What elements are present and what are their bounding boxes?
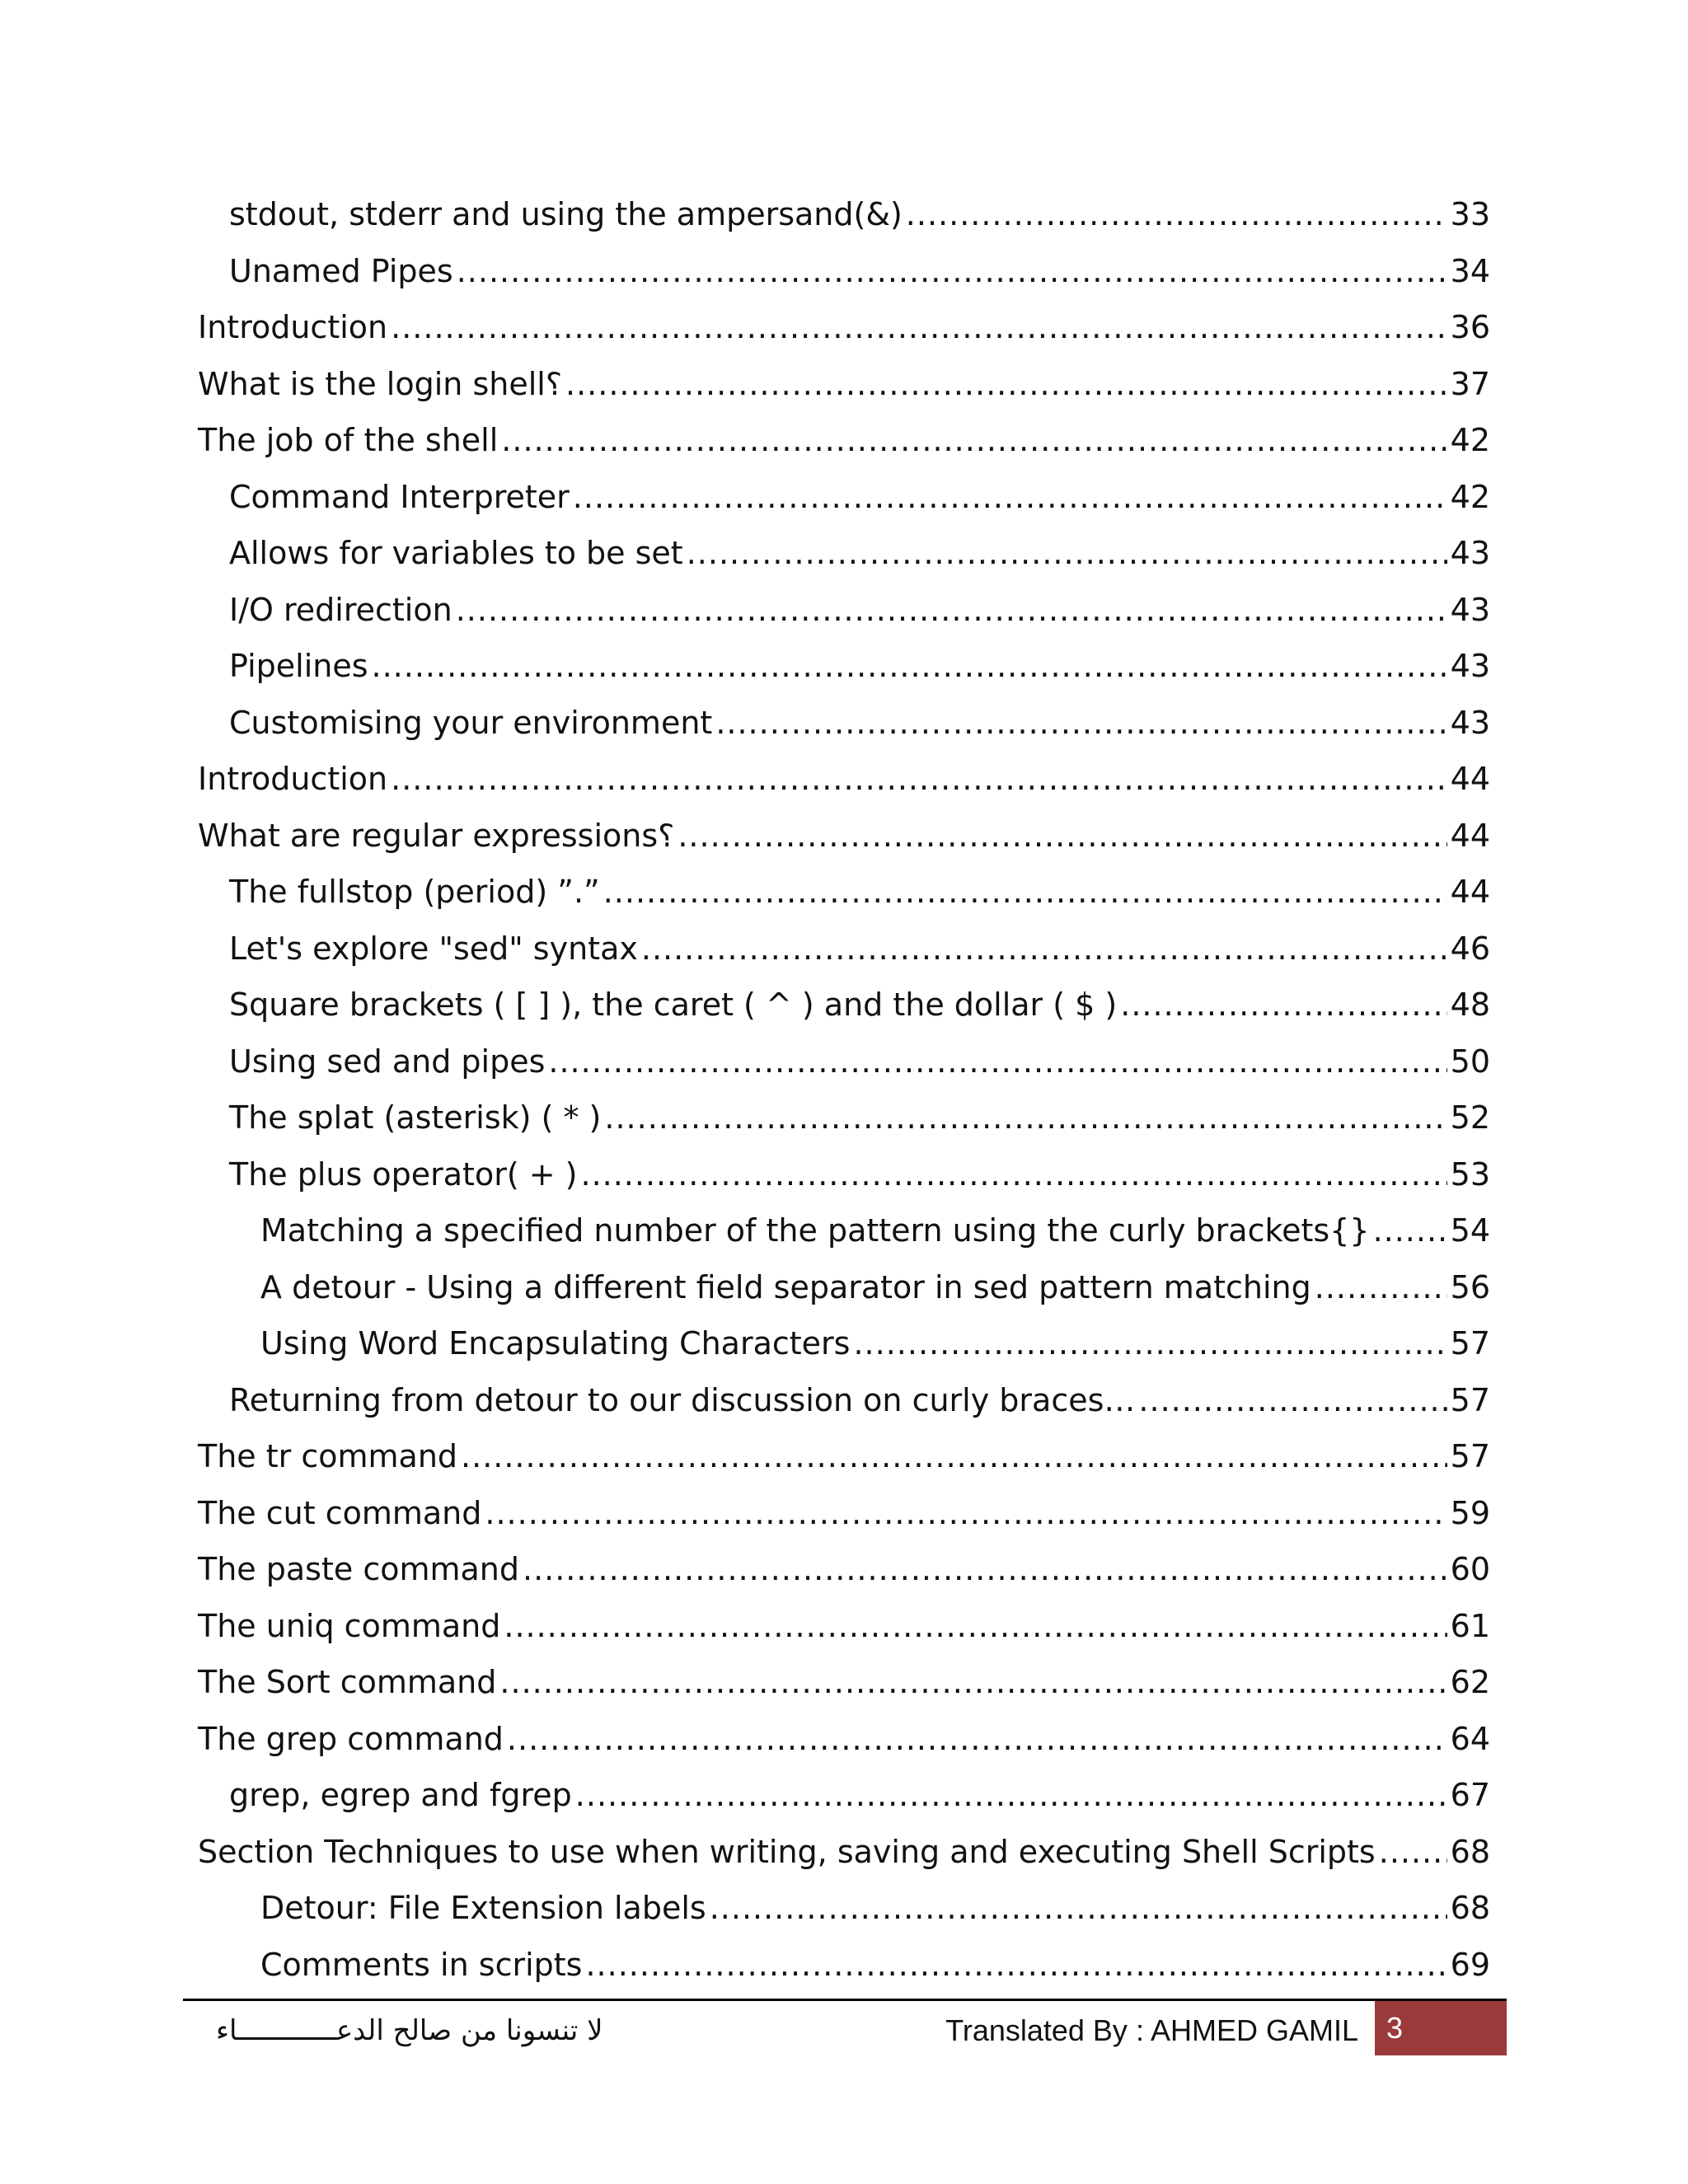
toc-entry-page-number: 44 [1450, 761, 1490, 797]
toc-entry-page-number: 57 [1450, 1438, 1490, 1474]
toc-entry-page-number: 43 [1450, 591, 1490, 628]
toc-dot-leader [906, 186, 1447, 243]
toc-dot-leader [456, 582, 1447, 639]
toc-entry-page-number: 33 [1450, 196, 1490, 232]
toc-entry-page-number: 43 [1450, 535, 1490, 571]
toc-entry-page-number: 52 [1450, 1099, 1490, 1136]
toc-entry-title: Pipelines [229, 648, 368, 684]
toc-entry-page-number: 69 [1450, 1946, 1490, 1983]
toc-entry-title: Returning from detour to our discussion on curly braces… [229, 1381, 1136, 1418]
toc-entry-page-number: 44 [1450, 817, 1490, 854]
toc-dot-leader [501, 412, 1447, 469]
toc-entry[interactable] [198, 1541, 1490, 1598]
toc-entry-title: The plus operator( + ) [229, 1155, 578, 1193]
toc-entry[interactable] [198, 1654, 1490, 1711]
toc-entry-page-number: 56 [1450, 1268, 1490, 1305]
toc-entry-page-number: 36 [1450, 309, 1490, 345]
toc-entry-page-number: 44 [1450, 874, 1490, 910]
footer-arabic-dua: لا تنسونا من صالح الدعــــــــــــاء [216, 2014, 603, 2047]
toc-dot-leader [523, 1541, 1447, 1598]
toc-dot-leader [485, 1485, 1447, 1542]
toc-entry-title: The splat (asterisk) ( * ) [229, 1099, 602, 1136]
toc-entry[interactable] [198, 1090, 1490, 1146]
toc-entry[interactable] [198, 1937, 1490, 1994]
toc-entry[interactable] [198, 864, 1490, 921]
toc-dot-leader [1373, 1202, 1447, 1259]
toc-entry-title: I/O redirection [229, 591, 452, 628]
toc-entry[interactable] [198, 1146, 1490, 1203]
page-number: 3 [1386, 2011, 1404, 2045]
toc-entry-title: Using sed and pipes [229, 1043, 546, 1080]
toc-entry-title: The grep command [198, 1720, 504, 1757]
toc-entry-title: Square brackets ( [ ] ), the caret ( ^ ) and the dollar ( $ ) [229, 987, 1118, 1023]
toc-entry-page-number: 34 [1450, 252, 1490, 289]
toc-entry[interactable] [198, 582, 1490, 639]
toc-entry-title: Let's explore "sed" syntax [229, 930, 638, 967]
toc-entry[interactable] [198, 1711, 1490, 1768]
toc-dot-leader [575, 1767, 1447, 1824]
toc-entry-page-number: 50 [1450, 1043, 1490, 1080]
toc-entry[interactable] [198, 299, 1490, 356]
toc-entry-page-number: 37 [1450, 365, 1490, 402]
toc-entry-page-number: 61 [1450, 1607, 1490, 1644]
toc-entry-page-number: 60 [1450, 1551, 1490, 1587]
toc-entry-title: Allows for variables to be set [229, 535, 683, 571]
toc-entry-page-number: 68 [1450, 1890, 1490, 1926]
toc-entry[interactable] [198, 1767, 1490, 1824]
toc-entry-page-number: 68 [1450, 1833, 1490, 1870]
toc-entry-page-number: 67 [1450, 1777, 1490, 1813]
toc-dot-leader [548, 1033, 1447, 1090]
toc-entry-page-number: 42 [1450, 478, 1490, 515]
toc-entry[interactable] [198, 808, 1490, 865]
toc-entry-title: A detour - Using a different field separator in sed pattern matching [260, 1268, 1311, 1305]
table-of-contents [198, 186, 1490, 1993]
toc-dot-leader [678, 808, 1447, 865]
toc-dot-leader [853, 1315, 1447, 1372]
toc-dot-leader [457, 243, 1447, 300]
page-number-badge [1375, 2001, 1507, 2055]
toc-entry[interactable] [198, 1259, 1490, 1316]
toc-entry-page-number: 48 [1450, 987, 1490, 1023]
toc-entry[interactable] [198, 412, 1490, 469]
toc-dot-leader [504, 1598, 1447, 1655]
toc-entry-title: The cut command [198, 1494, 482, 1531]
toc-entry[interactable] [198, 921, 1490, 977]
footer-divider [183, 1999, 1507, 2001]
toc-dot-leader [1315, 1259, 1447, 1316]
toc-entry-title: stdout, stderr and using the ampersand(&) [229, 196, 903, 232]
toc-dot-leader [687, 525, 1447, 582]
toc-dot-leader [565, 356, 1447, 413]
toc-entry[interactable] [198, 1315, 1490, 1372]
toc-dot-leader [603, 864, 1447, 921]
toc-entry-title: Unamed Pipes [229, 252, 453, 289]
toc-entry[interactable] [198, 1428, 1490, 1485]
toc-dot-leader [499, 1654, 1447, 1711]
toc-entry-page-number: 57 [1450, 1381, 1490, 1418]
toc-entry[interactable] [198, 469, 1490, 526]
toc-dot-leader [580, 1146, 1447, 1203]
toc-dot-leader [1120, 977, 1447, 1033]
toc-dot-leader [573, 469, 1447, 526]
toc-dot-leader [391, 751, 1447, 808]
toc-dot-leader [461, 1428, 1447, 1485]
toc-entry-page-number: 46 [1450, 930, 1490, 967]
toc-entry[interactable] [198, 695, 1490, 752]
toc-entry-page-number: 59 [1450, 1494, 1490, 1531]
toc-entry-title: Matching a specified number of the pattern using the curly brackets{} [260, 1212, 1370, 1249]
toc-entry-page-number: 42 [1450, 422, 1490, 458]
toc-entry-title: Section Techniques to use when writing, saving and executing Shell Scripts [198, 1833, 1376, 1870]
toc-entry-page-number: 43 [1450, 704, 1490, 741]
toc-entry-title: The job of the shell [198, 422, 499, 458]
toc-entry-title: The uniq command [198, 1607, 501, 1644]
toc-dot-leader [391, 299, 1447, 356]
toc-dot-leader [641, 921, 1447, 977]
toc-entry[interactable] [198, 1824, 1490, 1881]
toc-entry-title: The tr command [198, 1438, 458, 1474]
toc-entry-page-number: 62 [1450, 1664, 1490, 1700]
toc-entry-title: The Sort command [198, 1664, 497, 1700]
toc-entry[interactable] [198, 977, 1490, 1033]
toc-entry-title: Introduction [198, 309, 388, 345]
toc-entry[interactable] [198, 243, 1490, 300]
toc-entry-page-number: 53 [1450, 1155, 1490, 1193]
toc-entry-title: Detour: File Extension labels [260, 1890, 706, 1926]
toc-entry[interactable] [198, 1033, 1490, 1090]
toc-entry-title: What is the login shell؟ [198, 365, 562, 402]
toc-dot-leader [507, 1711, 1447, 1768]
toc-dot-leader [1138, 1372, 1447, 1429]
toc-entry-page-number: 43 [1450, 648, 1490, 684]
toc-entry-title: grep, egrep and fgrep [229, 1777, 572, 1813]
toc-entry-title: The fullstop (period) ”.” [229, 874, 600, 910]
toc-entry[interactable] [198, 751, 1490, 808]
toc-entry[interactable] [198, 1485, 1490, 1542]
toc-entry-title: What are regular expressions؟ [198, 817, 675, 854]
toc-entry[interactable] [198, 356, 1490, 413]
toc-entry[interactable] [198, 1202, 1490, 1259]
toc-dot-leader [604, 1090, 1447, 1146]
toc-entry-page-number: 57 [1450, 1325, 1490, 1361]
toc-entry[interactable] [198, 1372, 1490, 1429]
toc-entry-title: Customising your environment [229, 704, 713, 741]
toc-entry[interactable] [198, 1880, 1490, 1937]
toc-entry-title: Comments in scripts [260, 1946, 583, 1983]
toc-entry-title: Command Interpreter [229, 478, 570, 515]
toc-entry[interactable] [198, 525, 1490, 582]
toc-entry-title: Introduction [198, 761, 388, 797]
toc-entry[interactable] [198, 638, 1490, 695]
footer-translator-credit: Translated By : AHMED GAMIL [945, 2013, 1358, 2047]
toc-entry-page-number: 54 [1450, 1212, 1490, 1249]
toc-entry-page-number: 64 [1450, 1720, 1490, 1757]
toc-dot-leader [1379, 1824, 1447, 1881]
toc-dot-leader [715, 695, 1447, 752]
toc-dot-leader [710, 1880, 1447, 1937]
toc-entry[interactable] [198, 1598, 1490, 1655]
toc-dot-leader [585, 1937, 1447, 1994]
toc-entry[interactable] [198, 186, 1490, 243]
toc-entry-title: The paste command [198, 1551, 519, 1587]
toc-dot-leader [372, 638, 1447, 695]
toc-entry-title: Using Word Encapsulating Characters [260, 1325, 851, 1361]
